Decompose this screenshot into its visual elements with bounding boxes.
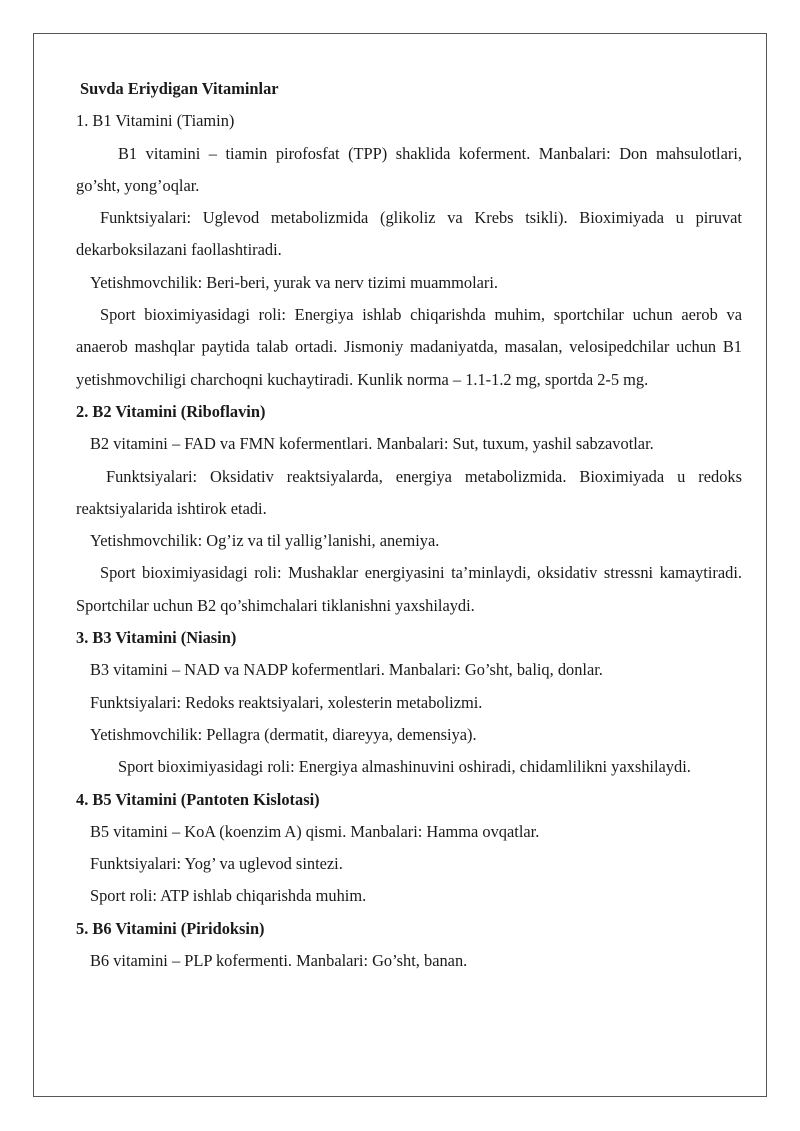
paragraph: Sport bioximiyasidagi roli: Energiya almashinuvini oshiradi, chidamlilikni yaxshilaydi. [118, 757, 691, 777]
section-heading-b6: 5. B6 Vitamini (Piridoksin) [76, 918, 265, 938]
paragraph: B6 vitamini – PLP kofermenti. Manbalari: Go’sht, banan. [90, 951, 468, 971]
paragraph: Sport bioximiyasidagi roli: Energiya ishlab chiqarishda muhim, sportchilar uchun aerob va anaerob mashqlar paytida talab ortadi. Jismoniy madaniyatda, masalan, velosipedchilar uchun B1 yetishmovchiligi charchoqni kuchaytiradi. Kunlik norma – 1.1-1.2 mg, sportda 2-5 mg. [76, 305, 742, 389]
paragraph: Yetishmovchilik: Og’iz va til yallig’lanishi, anemiya. [90, 531, 440, 551]
paragraph: Sport bioximiyasidagi roli: Mushaklar energiyasini ta’minlaydi, oksidativ stressni kamaytiradi. Sportchilar uchun B2 qo’shimchalari tiklanishni yaxshilaydi. [76, 563, 742, 615]
paragraph: Funktsiyalari: Oksidativ reaktsiyalarda, energiya metabolizmida. Bioximiyada u redoks reaktsiyalarida ishtirok etadi. [76, 466, 742, 518]
paragraph: B1 vitamini – tiamin pirofosfat (TPP) shaklida koferment. Manbalari: Don mahsulotlari, go’sht, yong’oqlar. [76, 143, 742, 195]
section-heading-b1: 1. B1 Vitamini (Tiamin) [76, 111, 235, 131]
document-body [76, 73, 742, 977]
section-heading-b2: 2. B2 Vitamini (Riboflavin) [76, 401, 266, 421]
paragraph: B5 vitamini – KoA (koenzim A) qismi. Manbalari: Hamma ovqatlar. [90, 821, 540, 841]
paragraph: Funktsiyalari: Uglevod metabolizmida (glikoliz va Krebs tsikli). Bioximiyada u piruvat dekarboksilazani faollashtiradi. [76, 208, 742, 260]
section-heading-b3: 3. B3 Vitamini (Niasin) [76, 628, 237, 648]
paragraph: Sport roli: ATP ishlab chiqarishda muhim. [90, 886, 367, 906]
document-title: Suvda Eriydigan Vitaminlar [80, 79, 279, 98]
paragraph: Funktsiyalari: Redoks reaktsiyalari, xolesterin metabolizmi. [90, 692, 483, 712]
paragraph: B2 vitamini – FAD va FMN kofermentlari. Manbalari: Sut, tuxum, yashil sabzavotlar. [90, 434, 654, 454]
paragraph: Yetishmovchilik: Beri-beri, yurak va nerv tizimi muammolari. [90, 272, 499, 292]
section-heading-b5: 4. B5 Vitamini (Pantoten Kislotasi) [76, 789, 320, 809]
paragraph: B3 vitamini – NAD va NADP kofermentlari. Manbalari: Go’sht, baliq, donlar. [90, 660, 603, 680]
paragraph: Funktsiyalari: Yog’ va uglevod sintezi. [90, 854, 343, 874]
paragraph: Yetishmovchilik: Pellagra (dermatit, diareyya, demensiya). [90, 724, 477, 744]
